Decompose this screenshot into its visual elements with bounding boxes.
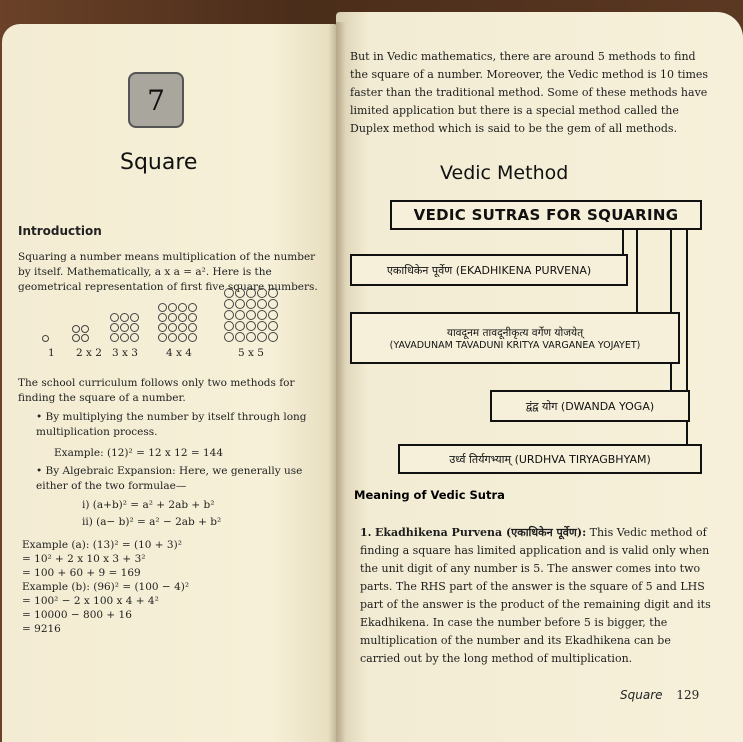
square-dot xyxy=(188,333,197,342)
square-dot xyxy=(235,288,245,298)
square-dot xyxy=(130,323,139,332)
page-footer xyxy=(620,688,699,702)
square-dot xyxy=(268,288,278,298)
square-dot xyxy=(257,321,267,331)
sutra-label: द्वंद्व योग (DWANDA YOGA) xyxy=(525,399,655,413)
square-dot xyxy=(130,333,139,342)
square-dot xyxy=(158,333,167,342)
square-dot xyxy=(257,332,267,342)
bullet-algebraic-expansion xyxy=(36,464,326,494)
square-label: 4 x 4 xyxy=(166,347,192,359)
item-text: This Vedic method of finding a square has limited application and is valid only when the unit digit of any number is 5. The answer comes into two parts. The RHS part of the answer is the square of 5 and LHS part of the answer is the product of the remaining digit and its Ekadhikena. In case the number before 5 is bigger, the multiplication of the number and its Ekadhikena can be carried out by the long method of multiplication. xyxy=(360,526,711,665)
square-numbers-illustration xyxy=(30,285,310,345)
square-dot xyxy=(42,335,49,342)
item-term: Ekadhikena Purvena (एकाधिकेन पूर्वेण): xyxy=(374,526,587,539)
square-dot xyxy=(235,321,245,331)
meaning-item-1 xyxy=(360,524,712,668)
square-label: 1 xyxy=(48,347,55,359)
square-dot xyxy=(178,333,187,342)
square-dot xyxy=(257,310,267,320)
curriculum-paragraph: The school curriculum follows only two methods for finding the square of a number. xyxy=(18,377,295,404)
square-dot xyxy=(120,323,129,332)
formula-difference-square: ii) (a− b)² = a² − 2ab + b² xyxy=(82,516,222,528)
square-dot xyxy=(120,313,129,322)
square-dot xyxy=(235,310,245,320)
square-dot xyxy=(246,310,256,320)
square-dot xyxy=(246,321,256,331)
sutra-box-yavadunam xyxy=(350,312,680,364)
connector-line xyxy=(686,224,688,458)
square-dot xyxy=(188,323,197,332)
vedic-intro-paragraph: But in Vedic mathematics, there are around 5 methods to find the square of a number. Moreover, the Vedic method is 10 times faster than the traditional method. Some of these methods have limited application but there is a special method called the Duplex method which is said to be the gem of all methods. xyxy=(350,50,709,135)
section-heading: Vedic Method xyxy=(440,162,569,184)
square-dot xyxy=(81,334,89,342)
sutra-label-devanagari: यावदूनम तावदूनीकृत्य वर्गेण योजयेत् xyxy=(446,326,584,339)
square-dot xyxy=(246,288,256,298)
chapter-title: Square xyxy=(120,150,198,175)
square-dot xyxy=(72,325,80,333)
bullet-text: By Algebraic Expansion: Here, we generally use either of the two formulae— xyxy=(36,465,303,492)
square-dot xyxy=(268,310,278,320)
square-label: 3 x 3 xyxy=(112,347,138,359)
square-dot xyxy=(158,323,167,332)
square-dot xyxy=(158,303,167,312)
square-dot xyxy=(224,332,234,342)
page-number: 129 xyxy=(676,688,700,702)
intro-heading: Introduction xyxy=(18,224,102,238)
example-line: Example (b): (96)² = (100 − 4)² xyxy=(22,581,190,593)
example-line: = 100² − 2 x 100 x 4 + 4² xyxy=(22,595,159,607)
chapter-number-box xyxy=(128,72,184,128)
square-dot xyxy=(178,323,187,332)
square-dot xyxy=(268,299,278,309)
square-dot xyxy=(178,303,187,312)
square-dot xyxy=(110,323,119,332)
square-dot xyxy=(224,288,234,298)
item-number: 1. xyxy=(360,526,372,539)
sutra-box-ekadhikena xyxy=(350,254,628,286)
diagram-title-box xyxy=(390,200,702,230)
square-dot xyxy=(81,325,89,333)
square-dot xyxy=(257,288,267,298)
example-line: = 10² + 2 x 10 x 3 + 3² xyxy=(22,553,146,565)
square-labels xyxy=(40,347,320,361)
square-dot xyxy=(168,313,177,322)
square-dot xyxy=(268,332,278,342)
bullet1-example: Example: (12)² = 12 x 12 = 144 xyxy=(54,447,224,459)
square-dot xyxy=(178,313,187,322)
bullet-text: By multiplying the number by itself through long multiplication process. xyxy=(36,411,307,438)
square-label: 5 x 5 xyxy=(238,347,264,359)
square-dot xyxy=(257,299,267,309)
bullet-dot: • xyxy=(36,411,46,423)
square-dot xyxy=(110,333,119,342)
square-dot xyxy=(120,333,129,342)
meaning-heading: Meaning of Vedic Sutra xyxy=(354,488,505,502)
sutra-label-latin: (YAVADUNAM TAVADUNI KRITYA VARGANEA YOJAYET) xyxy=(389,339,641,351)
bullet-long-multiplication xyxy=(36,410,326,440)
example-line: = 10000 − 800 + 16 xyxy=(22,609,132,621)
sutra-box-dwanda xyxy=(490,390,690,422)
square-dot xyxy=(188,313,197,322)
square-dot xyxy=(158,313,167,322)
sutra-label: उर्ध्व तिर्यगभ्याम् (URDHVA TIRYAGBHYAM) xyxy=(449,452,651,466)
square-dot xyxy=(224,310,234,320)
square-dot xyxy=(224,321,234,331)
chapter-number: 7 xyxy=(147,83,165,117)
square-dot xyxy=(246,299,256,309)
square-dot xyxy=(235,299,245,309)
square-dot xyxy=(246,332,256,342)
example-line: = 9216 xyxy=(22,623,61,635)
square-dot xyxy=(72,334,80,342)
square-dot xyxy=(168,323,177,332)
bullet-dot: • xyxy=(36,465,46,477)
example-line: = 100 + 60 + 9 = 169 xyxy=(22,567,141,579)
square-label: 2 x 2 xyxy=(76,347,102,359)
square-dot xyxy=(268,321,278,331)
vedic-sutras-diagram xyxy=(340,196,710,476)
worked-examples xyxy=(22,538,322,636)
sutra-label: एकाधिकेन पूर्वेण (EKADHIKENA PURVENA) xyxy=(386,263,592,277)
square-dot xyxy=(188,303,197,312)
square-dot xyxy=(130,313,139,322)
footer-title: Square xyxy=(620,688,663,702)
formula-sum-square: i) (a+b)² = a² + 2ab + b² xyxy=(82,499,215,511)
diagram-title: VEDIC SUTRAS FOR SQUARING xyxy=(413,206,679,224)
square-dot xyxy=(168,303,177,312)
square-dot xyxy=(224,299,234,309)
example-line: Example (a): (13)² = (10 + 3)² xyxy=(22,539,182,551)
intro-paragraph: Squaring a number means multiplication of the number by itself. Mathematically, a x a = a². Here is the geometrical representation of first five square numbers. xyxy=(18,251,318,293)
square-dot xyxy=(235,332,245,342)
sutra-box-urdhva xyxy=(398,444,702,474)
square-dot xyxy=(110,313,119,322)
square-dot xyxy=(168,333,177,342)
